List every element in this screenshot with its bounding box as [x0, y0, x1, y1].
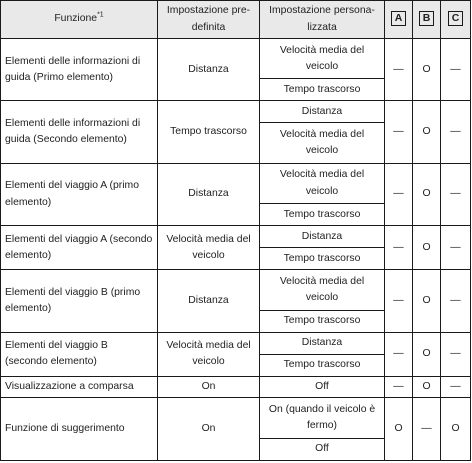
table-row: [1, 101, 471, 123]
table-row: [1, 163, 471, 203]
mark-b-cell: O: [413, 101, 441, 163]
custom-option-cell: Velocità media del veicolo: [260, 163, 385, 203]
header-default-setting: Impostazione pre-definita: [158, 1, 260, 39]
function-cell: Elementi del viaggio B (primo elemento): [1, 270, 158, 332]
mark-a-cell: —: [385, 39, 413, 101]
mark-c-cell: —: [441, 270, 471, 332]
mark-a-cell: —: [385, 332, 413, 376]
mark-a-cell: —: [385, 376, 413, 398]
custom-option-cell: Distanza: [260, 101, 385, 123]
header-function: [1, 1, 158, 39]
mark-b-cell: O: [413, 163, 441, 225]
custom-option-cell: Velocità media del veicolo: [260, 270, 385, 310]
default-cell: On: [158, 376, 260, 398]
col-c-badge: C: [448, 11, 463, 26]
header-col-a: [385, 1, 413, 39]
mark-c-cell: —: [441, 226, 471, 270]
mark-c-cell: —: [441, 332, 471, 376]
table-row: [1, 332, 471, 354]
mark-b-cell: O: [413, 376, 441, 398]
custom-option-cell: Tempo trascorso: [260, 248, 385, 270]
custom-option-cell: Velocità media del veicolo: [260, 39, 385, 79]
function-cell: Funzione di suggerimento: [1, 398, 158, 461]
col-a-badge: A: [391, 11, 406, 26]
mark-a-cell: —: [385, 101, 413, 163]
custom-option-cell: Tempo trascorso: [260, 310, 385, 332]
header-function-label: Funzione: [54, 13, 98, 25]
function-cell: Visualizzazione a comparsa: [1, 376, 158, 398]
custom-option-cell: Distanza: [260, 226, 385, 248]
header-col-c: [441, 1, 471, 39]
table-row: [1, 226, 471, 248]
col-b-badge: B: [419, 11, 434, 26]
mark-c-cell: —: [441, 39, 471, 101]
custom-option-cell: Tempo trascorso: [260, 79, 385, 101]
table-row: [1, 398, 471, 438]
footnote-marker: *1: [97, 11, 104, 19]
custom-option-cell: Distanza: [260, 332, 385, 354]
default-cell: On: [158, 398, 260, 461]
table-row: [1, 39, 471, 79]
mark-b-cell: O: [413, 39, 441, 101]
mark-c-cell: —: [441, 163, 471, 225]
mark-a-cell: —: [385, 226, 413, 270]
default-cell: Distanza: [158, 270, 260, 332]
function-cell: Elementi delle informazioni di guida (Primo elemento): [1, 39, 158, 101]
mark-c-cell: —: [441, 376, 471, 398]
custom-option-cell: Tempo trascorso: [260, 204, 385, 226]
mark-b-cell: —: [413, 398, 441, 461]
default-cell: Distanza: [158, 163, 260, 225]
mark-a-cell: —: [385, 270, 413, 332]
function-cell: Elementi del viaggio B (secondo elemento): [1, 332, 158, 376]
mark-b-cell: O: [413, 226, 441, 270]
function-cell: Elementi del viaggio A (secondo elemento): [1, 226, 158, 270]
custom-option-cell: Tempo trascorso: [260, 354, 385, 376]
mark-b-cell: O: [413, 270, 441, 332]
table-header-row: [1, 1, 471, 39]
default-cell: Tempo trascorso: [158, 101, 260, 163]
function-cell: Elementi delle informazioni di guida (Secondo elemento): [1, 101, 158, 163]
mark-a-cell: —: [385, 163, 413, 225]
custom-option-cell: Off: [260, 376, 385, 398]
custom-option-cell: Velocità media del veicolo: [260, 123, 385, 163]
default-cell: Velocità media del veicolo: [158, 226, 260, 270]
mark-c-cell: O: [441, 398, 471, 461]
custom-option-cell: Off: [260, 438, 385, 460]
table-row: [1, 270, 471, 310]
custom-option-cell: On (quando il veicolo è fermo): [260, 398, 385, 438]
default-cell: Distanza: [158, 39, 260, 101]
default-cell: Velocità media del veicolo: [158, 332, 260, 376]
header-custom-setting: Impostazione persona-lizzata: [260, 1, 385, 39]
function-cell: Elementi del viaggio A (primo elemento): [1, 163, 158, 225]
mark-c-cell: —: [441, 101, 471, 163]
mark-a-cell: O: [385, 398, 413, 461]
header-col-b: [413, 1, 441, 39]
table-row: [1, 376, 471, 398]
mark-b-cell: O: [413, 332, 441, 376]
